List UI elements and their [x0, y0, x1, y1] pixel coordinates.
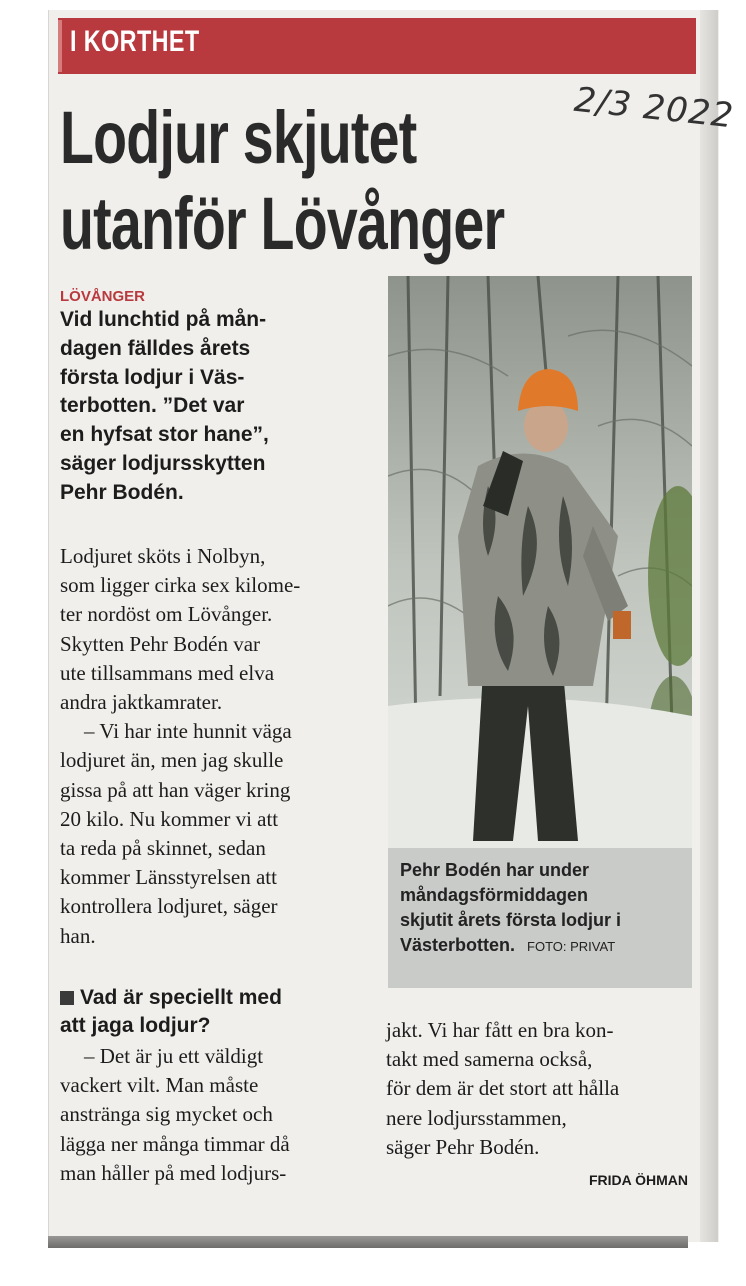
- body-line: – Det är ju ett väldigt: [84, 1044, 264, 1068]
- body-line: för dem är det stort att hålla: [386, 1076, 620, 1101]
- body-line: ta reda på skinnet, sedan: [60, 836, 266, 861]
- photo-caption-box: [388, 848, 692, 988]
- body-column-1-continued: [60, 1042, 360, 1188]
- section-banner: [58, 18, 696, 74]
- clipping-edge-shadow: [700, 10, 718, 1242]
- lead-line: terbotten. ”Det var: [60, 394, 245, 418]
- body-line: takt med samerna också,: [386, 1047, 593, 1072]
- body-line: 20 kilo. Nu kommer vi att: [60, 806, 279, 831]
- headline-line-2: utanför Lövånger: [60, 182, 505, 265]
- body-line: lägga ner många timmar då: [60, 1131, 290, 1156]
- body-line: ter nordöst om Lövånger.: [60, 602, 273, 627]
- body-line: nere lodjursstammen,: [386, 1105, 567, 1130]
- dateline: LÖVÅNGER: [60, 288, 146, 305]
- body-line: man håller på med lodjurs-: [60, 1160, 287, 1185]
- body-line: vackert vilt. Man måste: [60, 1073, 259, 1098]
- caption-line: måndagsförmiddagen: [400, 885, 589, 905]
- banner-divider: [58, 20, 62, 72]
- caption-line: skjutit årets första lodjur i: [400, 910, 622, 930]
- body-line: gissa på att han väger kring: [60, 777, 291, 802]
- body-line: – Vi har inte hunnit väga: [84, 719, 292, 744]
- body-line: Lodjuret sköts i Nolbyn,: [60, 544, 266, 568]
- body-line: som ligger cirka sex kilome-: [60, 573, 301, 598]
- lead-line: dagen fälldes årets: [60, 336, 251, 360]
- headline-line-1: Lodjur skjutet: [60, 96, 417, 179]
- body-line: jakt. Vi har fått en bra kon-: [386, 1018, 614, 1042]
- headline: [60, 95, 540, 267]
- body-column-1: [60, 542, 360, 951]
- lead-paragraph: [60, 306, 360, 508]
- caption-line: Västerbotten.: [400, 935, 516, 955]
- handwritten-date: 2/3 2022: [572, 79, 736, 137]
- body-line: han.: [60, 923, 96, 948]
- bullet-square-icon: [60, 991, 74, 1005]
- hunter-photo: [388, 276, 692, 848]
- section-label: I KORTHET: [70, 25, 200, 58]
- body-line: andra jaktkamrater.: [60, 690, 223, 715]
- lead-line: en hyfsat stor hane”,: [60, 423, 269, 447]
- photo-credit: FOTO: PRIVAT: [527, 939, 616, 954]
- snowy-forest-photo: [388, 276, 692, 848]
- body-line: ute tillsammans med elva: [60, 660, 275, 685]
- subhead-line: Vad är speciellt med: [80, 986, 282, 1009]
- body-line: kontrollera lodjuret, säger: [60, 894, 278, 919]
- lead-line: Vid lunchtid på mån-: [60, 308, 267, 331]
- body-line: lodjuret än, men jag skulle: [60, 748, 284, 773]
- body-line: säger Pehr Bodén.: [386, 1134, 540, 1159]
- clipping-bottom-edge: [48, 1236, 688, 1248]
- lead-line: första lodjur i Väs-: [60, 365, 245, 389]
- lead-line: säger lodjursskytten: [60, 451, 266, 475]
- question-subhead: [60, 984, 360, 1040]
- subhead-line: att jaga lodjur?: [60, 1014, 211, 1037]
- photo-caption: [400, 858, 690, 959]
- lead-line: Pehr Bodén.: [60, 480, 184, 504]
- body-line: Skytten Pehr Bodén var: [60, 631, 261, 656]
- caption-line: Pehr Bodén har under: [400, 860, 590, 880]
- body-line: anstränga sig mycket och: [60, 1102, 273, 1127]
- body-line: kommer Länsstyrelsen att: [60, 865, 277, 890]
- body-column-2: [386, 1016, 692, 1162]
- byline: FRIDA ÖHMAN: [588, 1172, 688, 1188]
